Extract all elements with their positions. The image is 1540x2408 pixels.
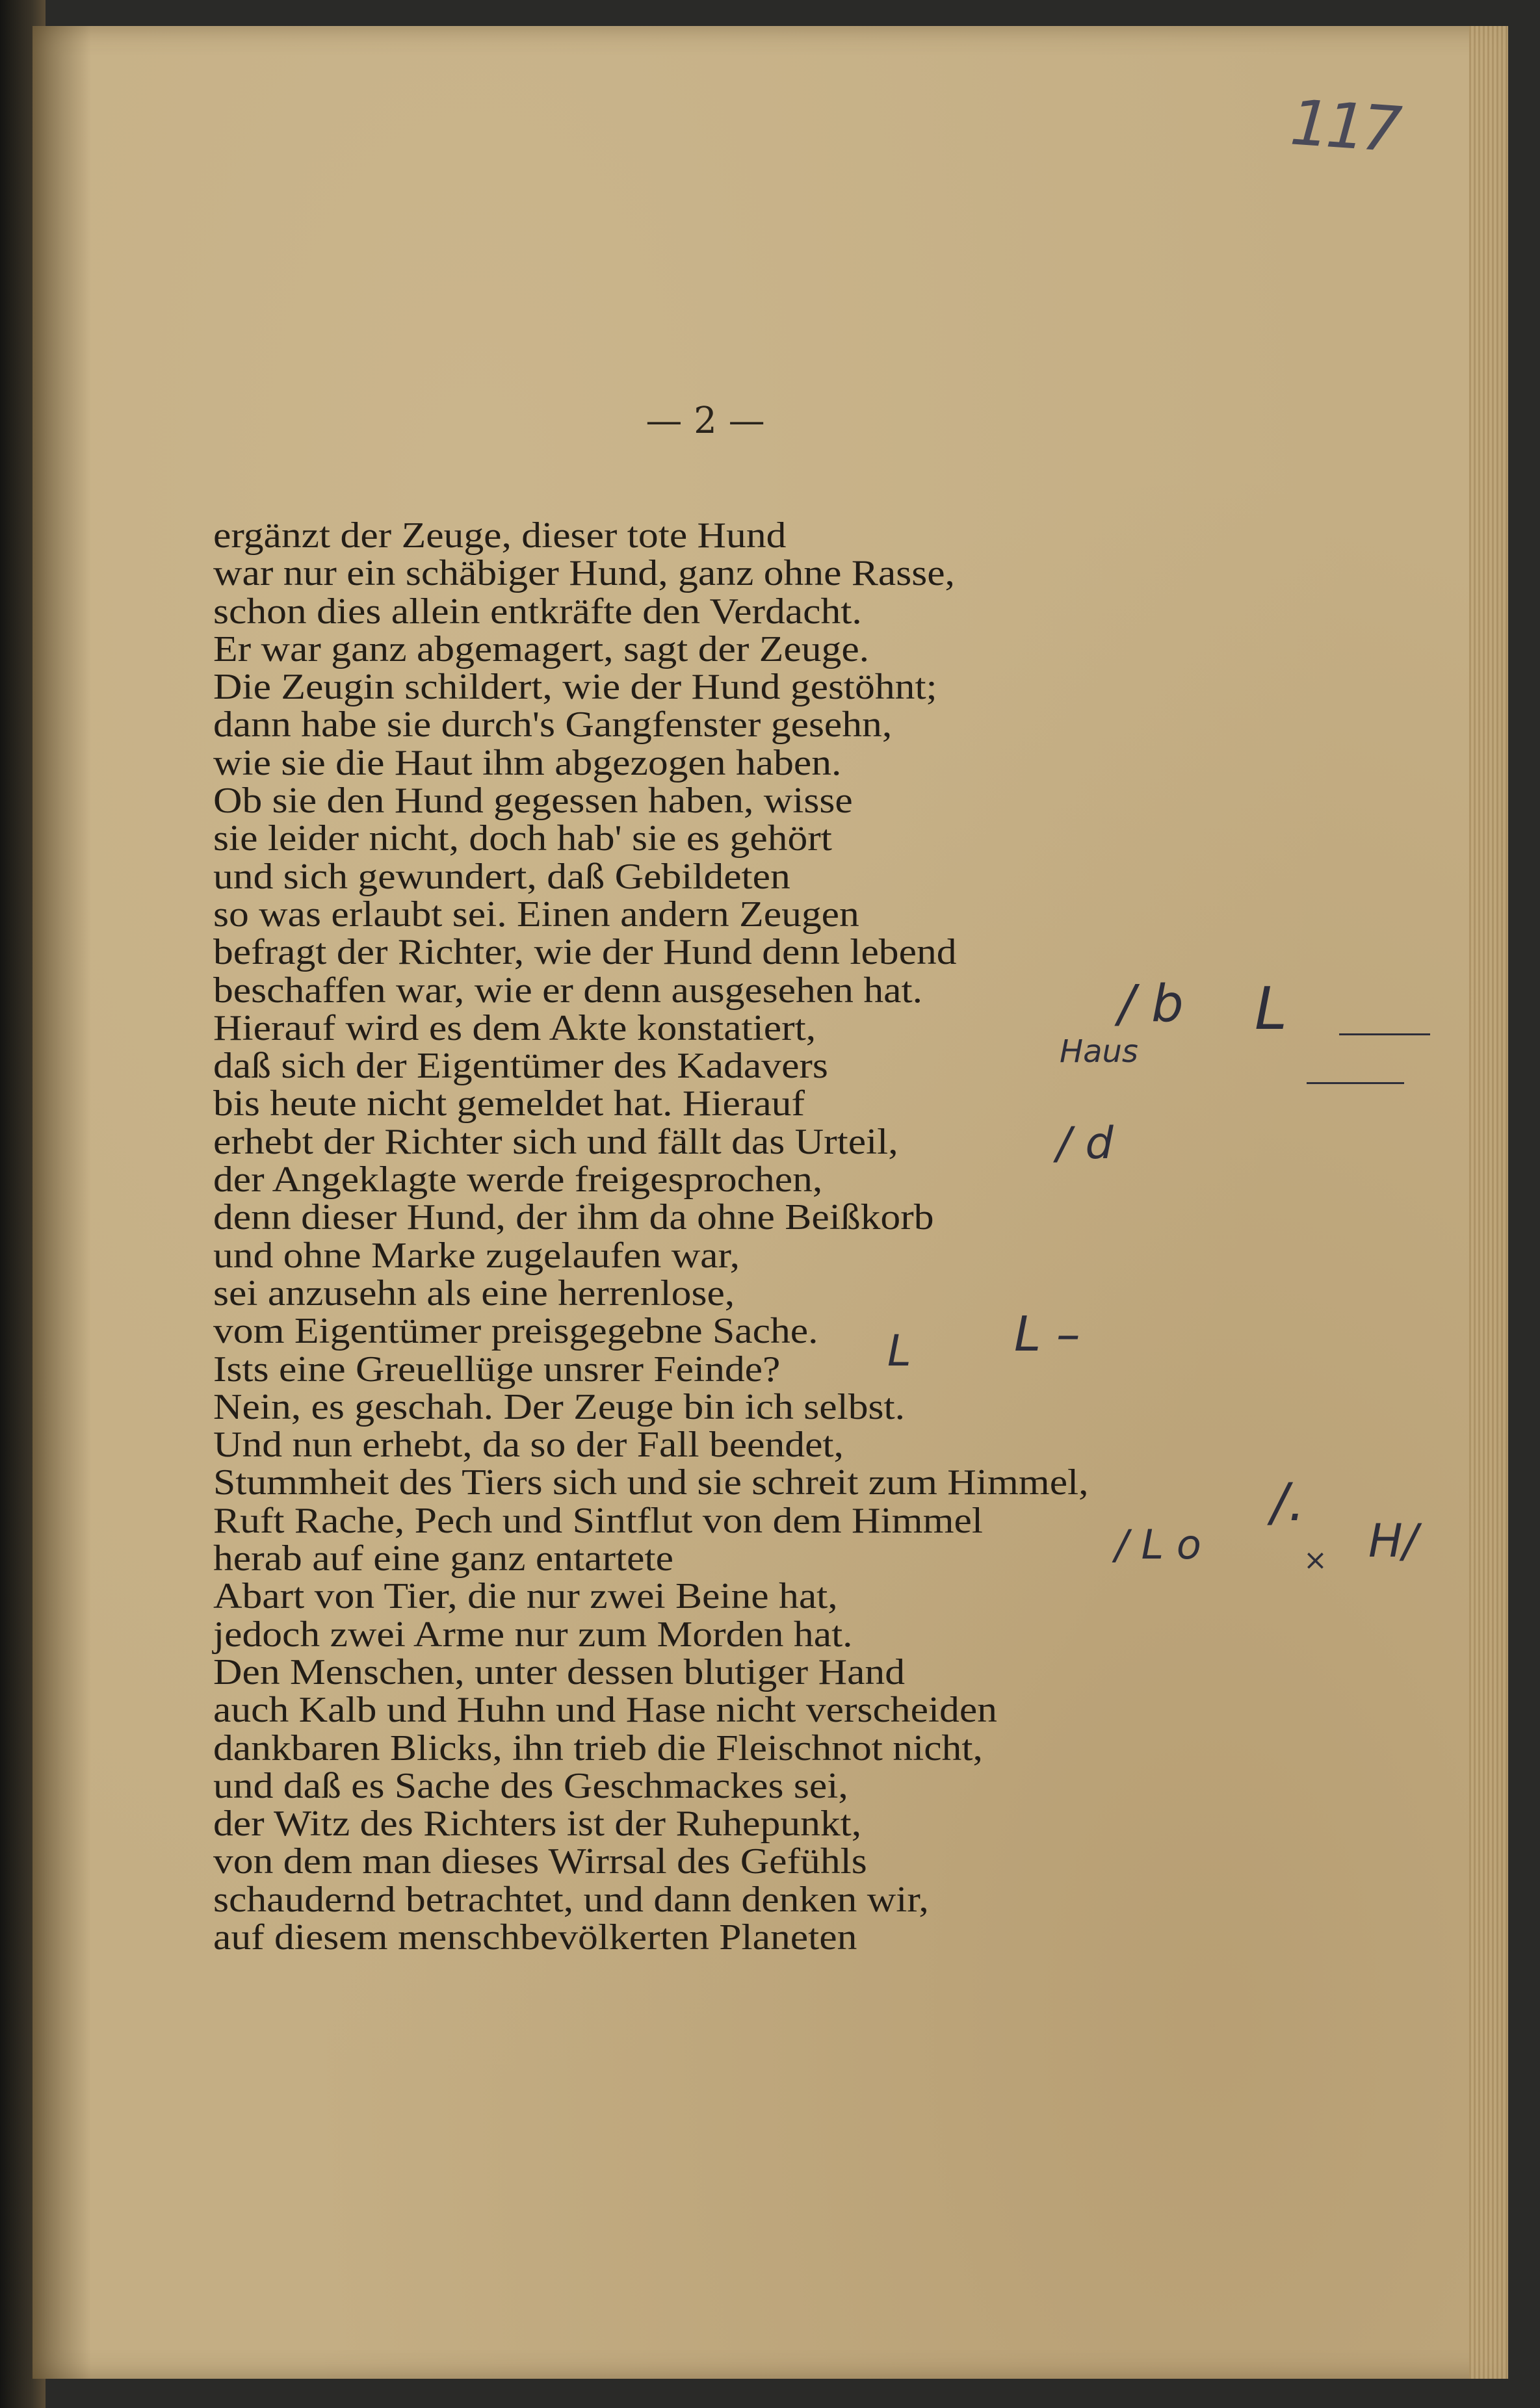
margin-note-1d: / d [1056, 1118, 1114, 1169]
poem-line: daß sich der Eigentümer des Kadavers [213, 1046, 828, 1087]
poem-line: Und nun erhebt, da so der Fall beendet, [213, 1425, 844, 1466]
margin-note-lo: / L o [1115, 1521, 1201, 1568]
poem-line: der Witz des Richters ist der Ruhepunkt, [213, 1804, 862, 1845]
page-edge [1469, 26, 1508, 2379]
folio-number: 117 [1288, 86, 1400, 166]
poem-line: von dem man dieses Wirrsal des Gefühls [213, 1841, 867, 1882]
poem-line: bis heute nicht gemeldet hat. Hierauf [213, 1083, 805, 1124]
poem-line: Ists eine Greuellüge unsrer Feinde? [213, 1349, 781, 1390]
margin-note-haus: Haus [1060, 1033, 1138, 1070]
poem-line: auch Kalb und Huhn und Hase nicht verscheiden [213, 1690, 997, 1731]
margin-stroke [1307, 1082, 1404, 1084]
poem-line: schaudernd betrachtet, und dann denken wir, [213, 1879, 929, 1920]
margin-note-l-inline: L [887, 1326, 911, 1376]
poem-line: war nur ein schäbiger Hund, ganz ohne Rasse, [213, 553, 955, 594]
poem-line: und sich gewundert, daß Gebildeten [213, 856, 790, 897]
margin-note-slash: /. [1271, 1472, 1305, 1533]
poem-line: vom Eigentümer preisgegebne Sache. [213, 1311, 818, 1352]
poem-line: befragt der Richter, wie der Hund denn lebend [213, 932, 957, 973]
poem-line: Ob sie den Hund gegessen haben, wisse [213, 781, 853, 822]
poem-line: dankbaren Blicks, ihn trieb die Fleischnot nicht, [213, 1728, 983, 1768]
poem-line: beschaffen war, wie er denn ausgesehen hat. [213, 970, 923, 1011]
poem-line: Die Zeugin schildert, wie der Hund gestöhnt; [213, 667, 937, 708]
poem-line: Abart von Tier, die nur zwei Beine hat, [213, 1576, 838, 1617]
poem-line: sie leider nicht, doch hab' sie es gehört [213, 818, 832, 859]
poem-line: erhebt der Richter sich und fällt das Urteil, [213, 1121, 898, 1162]
poem-line: und ohne Marke zugelaufen war, [213, 1235, 740, 1276]
poem-text [213, 517, 1089, 1956]
poem-line: jedoch zwei Arme nur zum Morden hat. [213, 1614, 853, 1655]
poem-line: herab auf eine ganz entartete [213, 1538, 673, 1579]
poem-line: Stummheit des Tiers sich und sie schreit zum Himmel, [213, 1462, 1089, 1503]
poem-line: denn dieser Hund, der ihm da ohne Beißkorb [213, 1197, 934, 1238]
poem-line: auf diesem menschbevölkerten Planeten [213, 1917, 857, 1958]
margin-note-x: × [1303, 1544, 1327, 1577]
margin-note-h: H/ [1368, 1514, 1418, 1568]
poem-line: wie sie die Haut ihm abgezogen haben. [213, 742, 842, 783]
margin-note-l-top: L [1255, 975, 1288, 1043]
page-number: — 2 — [646, 400, 765, 442]
poem-line: der Angeklagte werde freigesprochen, [213, 1159, 823, 1200]
margin-stroke [1339, 1033, 1430, 1035]
poem-line: Er war ganz abgemagert, sagt der Zeuge. [213, 628, 870, 669]
poem-line: Ruft Rache, Pech und Sintflut von dem Himmel [213, 1500, 983, 1541]
poem-line: ergänzt der Zeuge, dieser tote Hund [213, 515, 787, 556]
poem-line: und daß es Sache des Geschmackes sei, [213, 1765, 848, 1806]
margin-note-l-dash: L – [1014, 1306, 1080, 1362]
poem-line: sei anzusehn als eine herrenlose, [213, 1273, 735, 1314]
poem-line: dann habe sie durch's Gangfenster gesehn, [213, 705, 893, 745]
poem-line: schon dies allein entkräfte den Verdacht. [213, 591, 862, 632]
poem-line: Nein, es geschah. Der Zeuge bin ich selbst. [213, 1386, 905, 1427]
poem-line: so was erlaubt sei. Einen andern Zeugen [213, 894, 859, 935]
poem-line: Hierauf wird es dem Akte konstatiert, [213, 1007, 816, 1048]
gutter-shadow [33, 26, 91, 2379]
poem-line: Den Menschen, unter dessen blutiger Hand [213, 1651, 906, 1692]
margin-note-1b: / b [1118, 975, 1184, 1033]
